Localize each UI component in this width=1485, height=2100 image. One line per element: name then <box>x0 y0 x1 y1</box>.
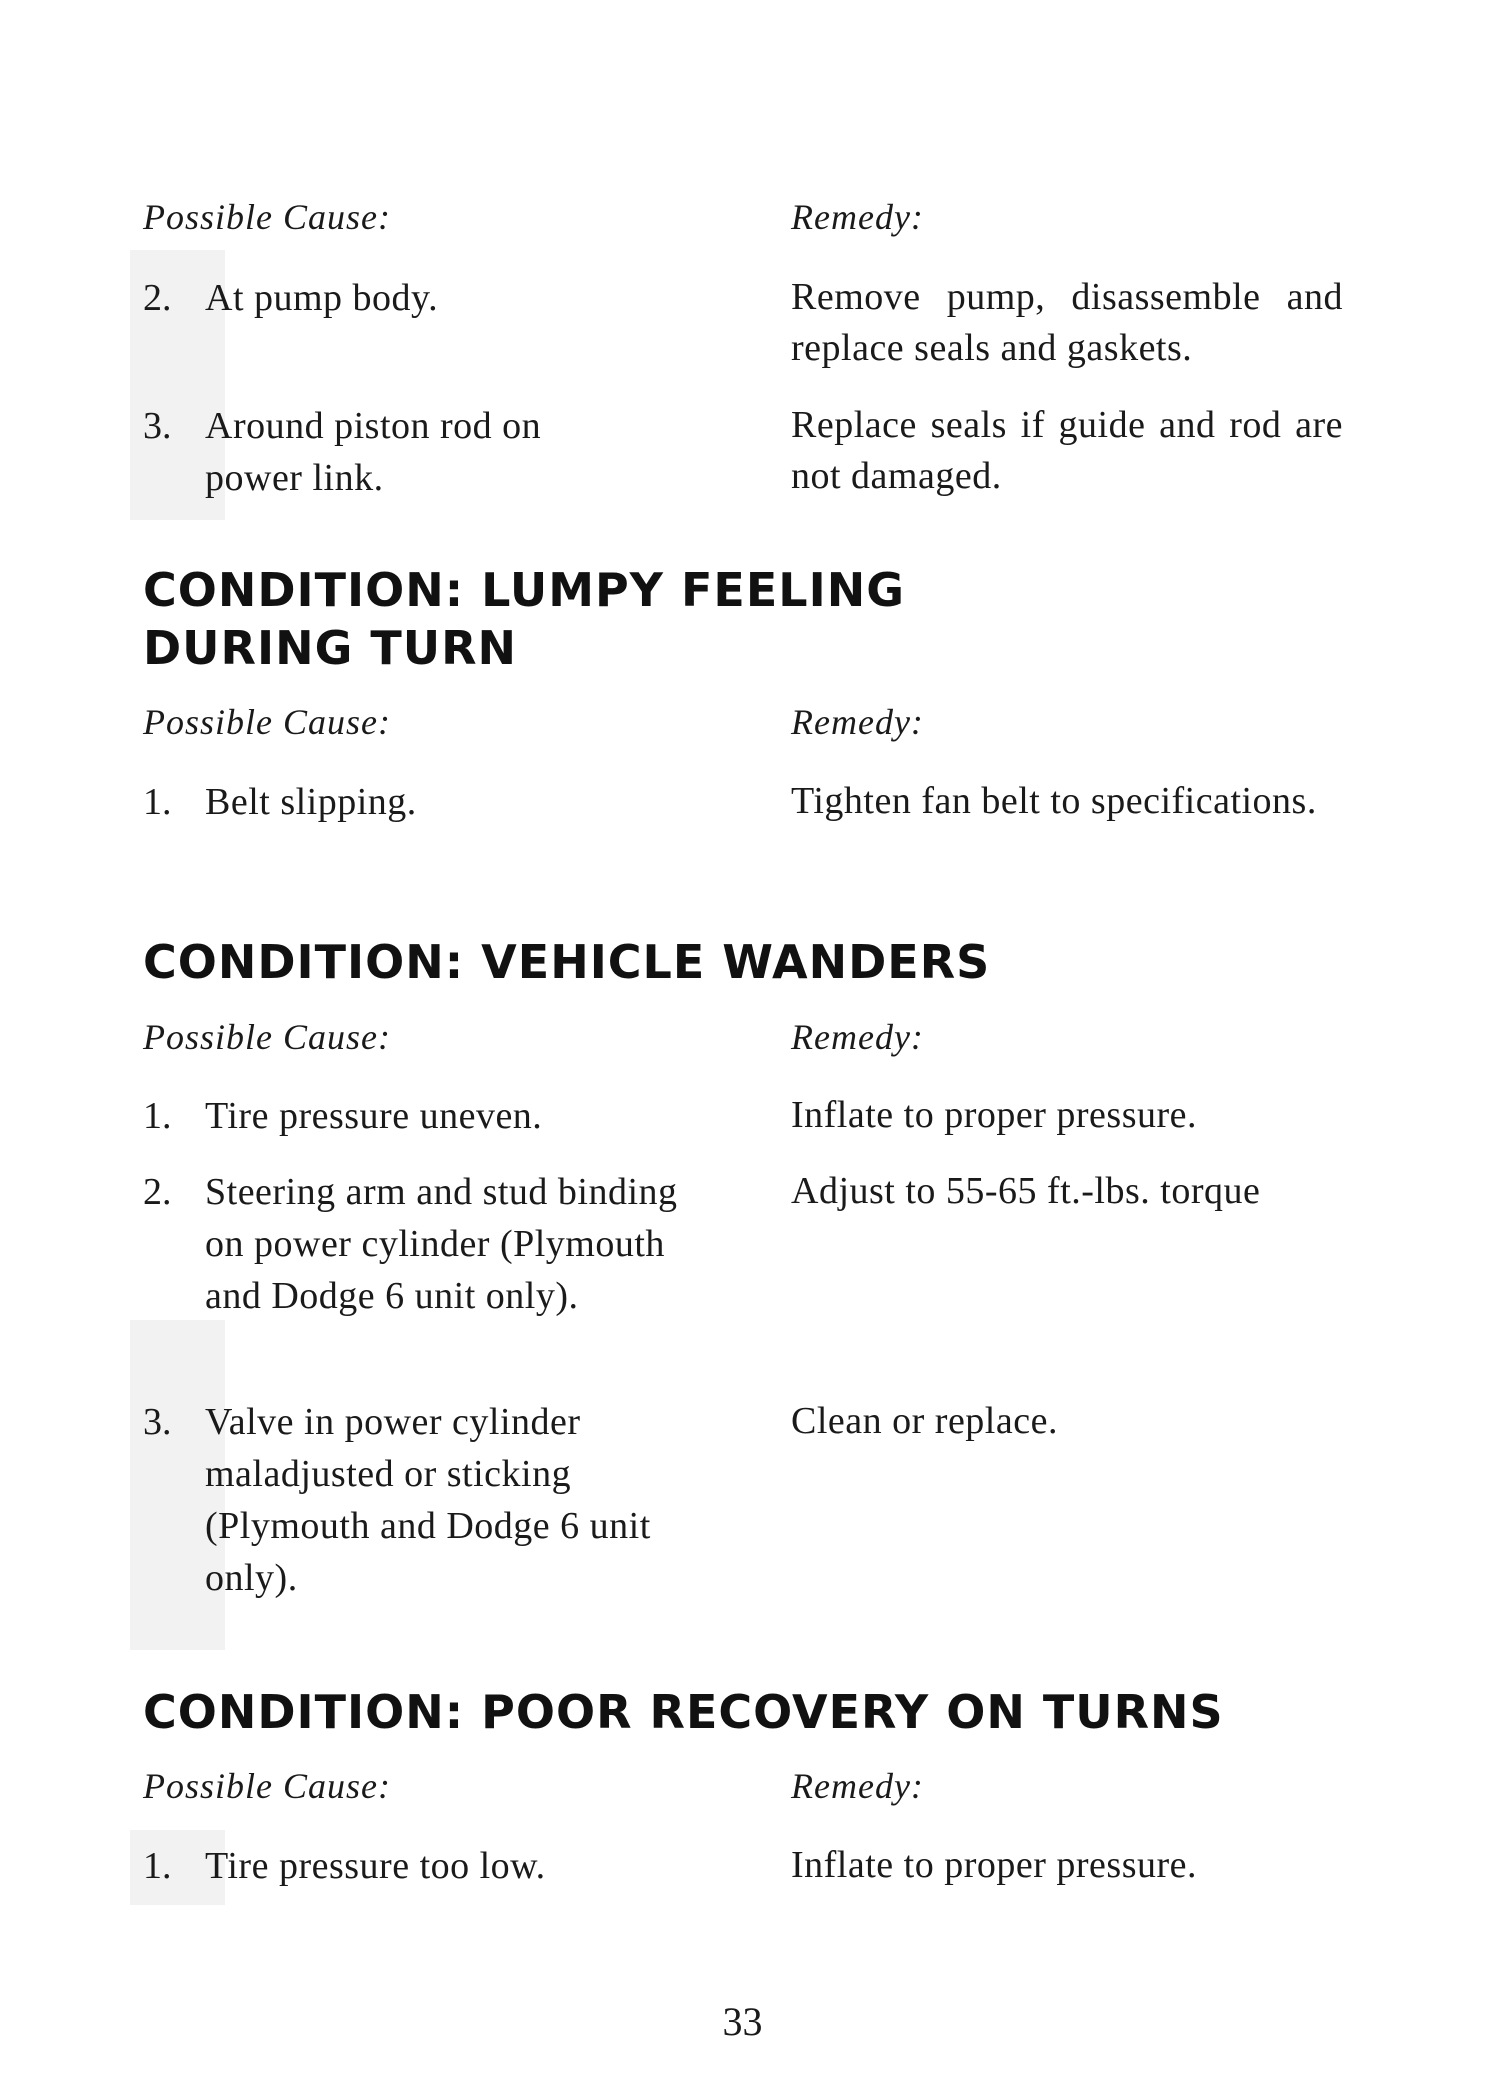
possible-cause-header: Possible Cause: <box>143 702 391 742</box>
remedy-text: Replace seals if guide and rod are not damaged. <box>791 404 1343 497</box>
possible-cause-header: Possible Cause: <box>143 1766 391 1806</box>
remedy-header: Remedy: <box>791 1017 924 1057</box>
cause-text: Around piston rod on power link. <box>205 405 542 499</box>
remedy-text: Remove pump, disassemble and replace seals and gaskets. <box>791 276 1343 369</box>
possible-cause-header: Possible Cause: <box>143 197 391 237</box>
possible-cause-header: Possible Cause: <box>143 1017 391 1057</box>
remedy-text: Inflate to proper pressure. <box>791 1094 1198 1136</box>
remedy-header: Remedy: <box>791 702 924 742</box>
cause-text: Tire pressure uneven. <box>205 1095 543 1137</box>
item-number: 1. <box>143 1845 172 1887</box>
condition-heading: CONDITION: POOR RECOVERY ON TURNS <box>143 1685 1224 1739</box>
remedy-header: Remedy: <box>791 1766 924 1806</box>
remedy-header: Remedy: <box>791 197 924 237</box>
remedy-text: Inflate to proper pressure. <box>791 1844 1198 1886</box>
remedy-text: Clean or replace. <box>791 1400 1058 1442</box>
cause-text: Tire pressure too low. <box>205 1845 546 1887</box>
item-number: 3. <box>143 405 172 447</box>
condition-heading: CONDITION: VEHICLE WANDERS <box>143 935 991 989</box>
item-number: 3. <box>143 1401 172 1443</box>
condition-heading: CONDITION: LUMPY FEELING DURING TURN <box>143 563 905 675</box>
remedy-text: Adjust to 55-65 ft.-lbs. torque <box>791 1170 1261 1212</box>
cause-text: Valve in power cylinder maladjusted or sticking (Plymouth and Dodge 6 unit only). <box>205 1401 651 1599</box>
item-number: 1. <box>143 1095 172 1137</box>
item-number: 2. <box>143 1171 172 1213</box>
remedy-text: Tighten fan belt to specifications. <box>791 780 1317 822</box>
item-number: 2. <box>143 277 172 319</box>
item-number: 1. <box>143 781 172 823</box>
cause-text: Belt slipping. <box>205 781 417 823</box>
cause-text: Steering arm and stud binding on power cylinder (Plymouth and Dodge 6 unit only). <box>205 1171 678 1317</box>
page-number: 33 <box>722 1999 763 2044</box>
cause-text: At pump body. <box>205 277 439 319</box>
